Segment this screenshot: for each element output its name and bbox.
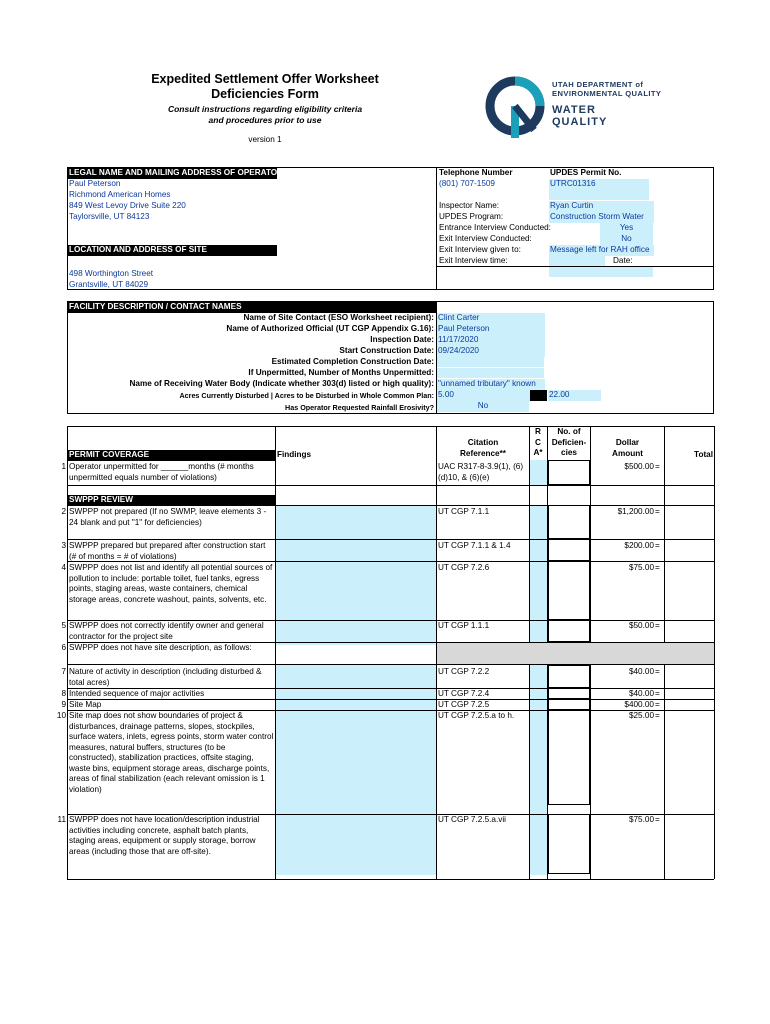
acres-total-value[interactable]: 22.00	[548, 390, 601, 401]
row-description: Site map does not show boundaries of project & disturbances, drainage patterns, slopes, stockpiles, surface waters, inlets, egress points, storm water control measures, natural buffers, structures (to be constructed), stabilization practices, offsite staging, waste bins, equipment storage areas, discharge points, areas of final stabilization (each relevant omission is 1 violation)	[69, 711, 274, 794]
col-def-1: No. of	[557, 427, 581, 436]
logo-text-3: WATER	[552, 104, 596, 116]
date-label: Date:	[613, 256, 633, 265]
row-amount: $40.00	[628, 667, 654, 676]
row-equals: =	[655, 507, 660, 516]
row-amount: $50.00	[628, 621, 654, 630]
row-number: 2	[61, 507, 66, 516]
inspector-label: Inspector Name:	[439, 201, 500, 210]
rca-cell-1[interactable]	[530, 460, 547, 485]
row-amount: $75.00	[628, 815, 654, 824]
inspection-date-value[interactable]: 11/17/2020	[437, 335, 545, 346]
col-dollar-2: Amount	[612, 448, 643, 458]
col-rca-2: C	[535, 437, 541, 447]
row-citation: UAC R317-8-3.9(1), (6)(d)10, & (6)(e)	[438, 462, 524, 482]
col-total: Total	[694, 450, 713, 459]
program-value[interactable]: Construction Storm Water	[549, 212, 654, 223]
findings-block-2[interactable]	[276, 665, 436, 875]
program-label: UPDES Program:	[439, 212, 504, 221]
deficiency-box-10[interactable]	[548, 710, 590, 805]
row-equals: =	[655, 541, 660, 550]
version-label: version 1	[248, 135, 282, 144]
deficiency-box-3[interactable]	[548, 539, 590, 561]
deficiency-box-4[interactable]	[548, 561, 590, 620]
updes-label: UPDES Permit No.	[550, 168, 622, 177]
row-equals: =	[655, 689, 660, 698]
completion-date-label: Estimated Completion Construction Date:	[271, 357, 434, 366]
operator-city[interactable]: Taylorsville, UT 84123	[69, 212, 150, 221]
rainfall-value[interactable]: No	[437, 401, 529, 412]
months-unpermitted-label: If Unpermitted, Number of Months Unpermitted:	[248, 368, 434, 377]
row-amount: $75.00	[628, 563, 654, 572]
col-rca-1: R	[535, 427, 541, 436]
row-citation: UT CGP 1.1.1	[438, 621, 490, 630]
exit-date-value[interactable]	[549, 267, 653, 277]
operator-street[interactable]: 849 West Levoy Drive Suite 220	[69, 201, 186, 210]
subtitle-line-2: and procedures prior to use	[208, 115, 322, 125]
exit-value[interactable]: No	[600, 234, 653, 245]
row-amount: $25.00	[628, 711, 654, 720]
row-equals: =	[655, 462, 660, 471]
row-description: SWPPP does not correctly identify owner and general contractor for the project site	[69, 621, 264, 641]
row-description: SWPPP does not have location/description industrial activities including concrete, asphalt batch plants, staging areas, equipment or supply storage, borrow areas (including those that are off-site).	[69, 815, 260, 856]
form-subtitle	[100, 104, 430, 126]
row-equals: =	[655, 621, 660, 630]
col-dollar-1: Dollar	[615, 438, 640, 447]
row-citation: UT CGP 7.2.2	[438, 667, 490, 676]
row-description: Nature of activity in description (including disturbed & total acres)	[69, 667, 262, 687]
acres-current-value[interactable]: 5.00	[437, 390, 530, 401]
row-number: 8	[61, 689, 66, 698]
operator-name[interactable]: Paul Peterson	[69, 179, 121, 188]
col-citation-2: Reference**	[460, 448, 506, 458]
row-citation: UT CGP 7.1.1 & 1.4	[438, 541, 511, 550]
row-number: 7	[61, 667, 66, 676]
exit-given-value[interactable]: Message left for RAH office	[549, 245, 654, 256]
row-number: 4	[61, 563, 66, 572]
logo-text-1: UTAH DEPARTMENT of	[552, 80, 644, 89]
exit-time-label: Exit Interview time:	[439, 256, 508, 265]
entrance-value[interactable]: Yes	[600, 223, 653, 234]
row-equals: =	[655, 815, 660, 824]
row-description: SWPPP does not list and identify all potential sources of pollution to include: portable toilet, fuel tanks, egress points, staging areas, waste containers, chemical storage areas, concrete washout, paints, solvents, etc.	[69, 563, 273, 604]
row-citation: UT CGP 7.1.1	[438, 507, 490, 516]
col-rca-3: A*	[533, 448, 543, 457]
col-findings: Findings	[277, 450, 312, 459]
authorized-official-value[interactable]: Paul Peterson	[437, 324, 545, 335]
form-title	[100, 72, 430, 102]
row-number: 9	[61, 700, 66, 709]
phone-value[interactable]: (801) 707-1509	[439, 179, 495, 188]
logo-text-2: ENVIRONMENTAL QUALITY	[552, 89, 662, 98]
authorized-official-label: Name of Authorized Official (UT CGP Appendix G.16):	[226, 324, 434, 333]
acres-label: Acres Currently Disturbed | Acres to be Disturbed in Whole Common Plan:	[179, 391, 434, 400]
exit-time-value[interactable]	[549, 256, 605, 266]
row-description: SWPPP prepared but prepared after construction start (# of months = # of violations)	[69, 541, 266, 561]
logo-text-4: QUALITY	[552, 116, 608, 128]
row-6-shaded	[437, 642, 714, 664]
row-number: 1	[61, 462, 66, 471]
row-number: 5	[61, 621, 66, 630]
findings-block-1[interactable]	[276, 505, 436, 645]
row-description: Operator unpermitted for ______months (# months unpermitted equals number of violations)	[69, 462, 254, 482]
location-street[interactable]: 498 Worthington Street	[69, 269, 154, 278]
udeq-logo	[484, 74, 684, 140]
title-line-2: Deficiencies Form	[211, 87, 319, 101]
row-citation: UT CGP 7.2.6	[438, 563, 490, 572]
row-amount: $400.00	[624, 700, 654, 709]
row-amount: $40.00	[628, 689, 654, 698]
deficiency-box-7[interactable]	[548, 665, 590, 688]
location-heading: LOCATION AND ADDRESS OF SITE	[67, 245, 277, 256]
rainfall-label: Has Operator Requested Rainfall Erosivity?	[285, 403, 434, 412]
completion-date-value[interactable]	[437, 357, 544, 367]
row-equals: =	[655, 711, 660, 720]
row-amount: $500.00	[624, 462, 654, 471]
row-number: 3	[61, 541, 66, 550]
permit-coverage-heading: PERMIT COVERAGE	[67, 450, 276, 461]
row-description: SWPPP not prepared (If no SWMP, leave elements 3 - 24 blank and put "1" for deficiencies)	[69, 507, 267, 527]
row-description: Intended sequence of major activities	[69, 689, 205, 698]
row-equals: =	[655, 700, 660, 709]
col-rca	[529, 427, 547, 459]
deficiency-box-1[interactable]	[548, 460, 590, 485]
col-dollar	[591, 438, 664, 459]
start-construction-value[interactable]: 09/24/2020	[437, 346, 545, 357]
row-description: SWPPP does not have site description, as follows:	[69, 643, 252, 652]
updes-value[interactable]: UTRC01316	[549, 179, 649, 190]
operator-company[interactable]: Richmond American Homes	[69, 190, 171, 199]
row-description: Site Map	[69, 700, 102, 709]
row-citation: UT CGP 7.2.4	[438, 689, 490, 698]
deficiency-box-8[interactable]	[548, 688, 590, 699]
inspection-date-label: Inspection Date:	[370, 335, 434, 344]
deficiency-box-11[interactable]	[548, 814, 590, 874]
exit-label: Exit Interview Conducted:	[439, 234, 532, 243]
row-equals: =	[655, 667, 660, 676]
row-citation: UT CGP 7.2.5.a to h.	[438, 711, 515, 720]
facility-heading: FACILITY DESCRIPTION / CONTACT NAMES	[67, 302, 437, 313]
site-contact-value[interactable]: Clint Carter	[437, 313, 545, 324]
site-contact-label: Name of Site Contact (ESO Worksheet recipient):	[243, 313, 434, 322]
row-number: 10	[56, 711, 66, 720]
col-def-2: Deficien-	[551, 437, 587, 447]
phone-label: Telephone Number	[439, 168, 513, 177]
location-city[interactable]: Grantsville, UT 84029	[69, 280, 149, 289]
row-citation: UT CGP 7.2.5.a.vii	[438, 815, 506, 824]
updes-blank-cell[interactable]	[549, 190, 649, 200]
swppp-review-heading: SWPPP REVIEW	[67, 495, 276, 506]
deficiency-box-5[interactable]	[548, 620, 590, 642]
col-citation	[437, 438, 529, 459]
deficiency-box-9[interactable]	[548, 699, 590, 710]
months-unpermitted-value[interactable]	[437, 368, 544, 378]
receiving-water-value[interactable]: "unnamed tributary" known	[437, 379, 545, 390]
acres-divider	[530, 390, 547, 401]
deficiency-box-2[interactable]	[548, 505, 590, 539]
water-quality-logo-icon	[484, 74, 546, 140]
row-amount: $200.00	[624, 541, 654, 550]
row-citation: UT CGP 7.2.5	[438, 700, 490, 709]
exit-given-label: Exit Interview given to:	[439, 245, 521, 254]
row-equals: =	[655, 563, 660, 572]
row-amount: $1,200.00	[617, 507, 654, 516]
col-deficiencies	[547, 427, 591, 459]
entrance-label: Entrance Interview Conducted:	[439, 223, 551, 232]
title-line-1: Expedited Settlement Offer Worksheet	[151, 72, 379, 86]
col-citation-1: Citation	[467, 438, 499, 447]
start-construction-label: Start Construction Date:	[339, 346, 434, 355]
operator-heading: LEGAL NAME AND MAILING ADDRESS OF OPERATOR	[69, 168, 284, 177]
receiving-water-label: Name of Receiving Water Body (Indicate whether 303(d) listed or high quality):	[129, 379, 434, 388]
row-number: 11	[57, 815, 66, 824]
inspector-value[interactable]: Ryan Curtin	[549, 201, 654, 212]
row-number: 6	[61, 643, 66, 652]
subtitle-line-1: Consult instructions regarding eligibility criteria	[167, 104, 363, 114]
col-def-3: cies	[561, 448, 577, 457]
